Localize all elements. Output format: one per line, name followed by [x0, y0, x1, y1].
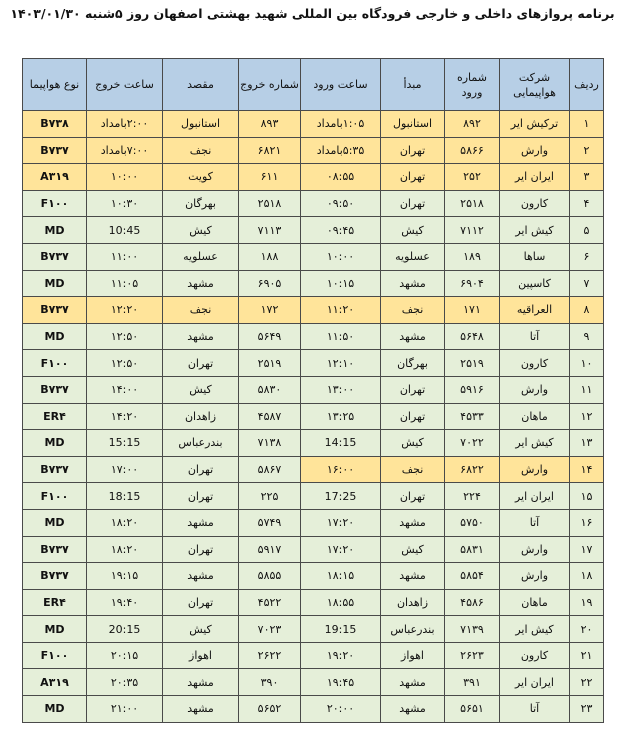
- col-header-arrival-time: ساعت ورود: [301, 59, 381, 111]
- cell-departure-no: ۷۱۱۳: [239, 217, 301, 244]
- cell-departure-time: ۱۲:۲۰: [87, 297, 163, 324]
- table-row: [23, 350, 604, 377]
- cell-departure-time: ۱۸:۲۰: [87, 536, 163, 563]
- table-row: [23, 483, 604, 510]
- cell-origin: تهران: [381, 164, 445, 191]
- cell-origin: کیش: [381, 217, 445, 244]
- cell-departure-no: ۴۵۸۷: [239, 403, 301, 430]
- cell-arrival-no: ۵۸۵۴: [445, 563, 500, 590]
- cell-departure-time: ۱۰:۳۰: [87, 190, 163, 217]
- cell-aircraft: B۷۳۷: [23, 536, 87, 563]
- cell-arrival-no: ۵۷۵۰: [445, 509, 500, 536]
- cell-destination: مشهد: [163, 696, 239, 723]
- cell-arrival-time: ۱۱:۵۰: [301, 323, 381, 350]
- cell-departure-time: ۱۹:۴۰: [87, 589, 163, 616]
- cell-row-no: ۵: [570, 217, 604, 244]
- cell-departure-no: ۶۸۲۱: [239, 137, 301, 164]
- cell-row-no: ۲: [570, 137, 604, 164]
- cell-arrival-no: ۶۸۲۲: [445, 456, 500, 483]
- cell-departure-no: ۵۶۴۹: [239, 323, 301, 350]
- cell-arrival-no: ۴۵۳۳: [445, 403, 500, 430]
- col-header-aircraft: نوع هواپیما: [23, 59, 87, 111]
- cell-arrival-no: ۲۶۲۳: [445, 642, 500, 669]
- cell-destination: تهران: [163, 350, 239, 377]
- cell-arrival-no: ۸۹۲: [445, 111, 500, 138]
- cell-aircraft: ER۴: [23, 589, 87, 616]
- cell-origin: استانبول: [381, 111, 445, 138]
- cell-departure-time: ۱۴:۰۰: [87, 376, 163, 403]
- cell-destination: اهواز: [163, 642, 239, 669]
- cell-arrival-time: ۱۰:۰۰: [301, 243, 381, 270]
- cell-departure-time: 10:45: [87, 217, 163, 244]
- cell-aircraft: A۳۱۹: [23, 164, 87, 191]
- table-row: [23, 164, 604, 191]
- cell-origin: تهران: [381, 376, 445, 403]
- cell-destination: زاهدان: [163, 403, 239, 430]
- cell-arrival-no: ۲۵۱۸: [445, 190, 500, 217]
- cell-aircraft: ER۴: [23, 403, 87, 430]
- cell-departure-no: ۵۹۱۷: [239, 536, 301, 563]
- cell-origin: کیش: [381, 536, 445, 563]
- cell-arrival-no: ۲۵۱۹: [445, 350, 500, 377]
- cell-airline: ایران ایر: [500, 483, 570, 510]
- table-row: [23, 536, 604, 563]
- cell-origin: عسلویه: [381, 243, 445, 270]
- cell-airline: وارش: [500, 536, 570, 563]
- cell-row-no: ۱: [570, 111, 604, 138]
- table-row: [23, 403, 604, 430]
- cell-arrival-no: ۵۹۱۶: [445, 376, 500, 403]
- cell-airline: کارون: [500, 642, 570, 669]
- table-row: [23, 323, 604, 350]
- cell-arrival-no: ۴۵۸۶: [445, 589, 500, 616]
- cell-departure-no: ۲۵۱۸: [239, 190, 301, 217]
- cell-arrival-time: ۰۹:۴۵: [301, 217, 381, 244]
- cell-departure-time: ۱۱:۰۵: [87, 270, 163, 297]
- cell-destination: نجف: [163, 137, 239, 164]
- cell-destination: کیش: [163, 217, 239, 244]
- cell-airline: کیش ایر: [500, 217, 570, 244]
- cell-aircraft: MD: [23, 323, 87, 350]
- cell-arrival-time: ۱۱:۲۰: [301, 297, 381, 324]
- cell-origin: مشهد: [381, 323, 445, 350]
- cell-origin: نجف: [381, 297, 445, 324]
- flight-schedule-table: [22, 58, 604, 723]
- cell-arrival-time: ۱۹:۲۰: [301, 642, 381, 669]
- cell-arrival-time: ۱۶:۰۰: [301, 456, 381, 483]
- table-row: [23, 430, 604, 457]
- table-row: [23, 217, 604, 244]
- cell-departure-no: ۸۹۳: [239, 111, 301, 138]
- cell-airline: ماهان: [500, 589, 570, 616]
- cell-departure-time: ۲۰:۱۵: [87, 642, 163, 669]
- cell-departure-time: ۱۰:۰۰: [87, 164, 163, 191]
- cell-departure-no: ۴۵۲۲: [239, 589, 301, 616]
- table-row: [23, 669, 604, 696]
- cell-row-no: ۱۸: [570, 563, 604, 590]
- table-row: [23, 642, 604, 669]
- cell-row-no: ۲۰: [570, 616, 604, 643]
- cell-origin: تهران: [381, 403, 445, 430]
- cell-row-no: ۸: [570, 297, 604, 324]
- col-header-arrival-no: شماره ورود: [445, 59, 500, 111]
- cell-row-no: ۱۶: [570, 509, 604, 536]
- cell-departure-no: ۷۰۲۳: [239, 616, 301, 643]
- cell-destination: کویت: [163, 164, 239, 191]
- cell-destination: تهران: [163, 589, 239, 616]
- cell-departure-no: ۲۵۱۹: [239, 350, 301, 377]
- cell-arrival-time: ۱۸:۵۵: [301, 589, 381, 616]
- cell-row-no: ۲۱: [570, 642, 604, 669]
- cell-arrival-time: ۱۳:۰۰: [301, 376, 381, 403]
- table-header-row: [23, 59, 604, 111]
- cell-arrival-no: ۵۸۳۱: [445, 536, 500, 563]
- cell-origin: مشهد: [381, 669, 445, 696]
- cell-departure-no: ۲۲۵: [239, 483, 301, 510]
- cell-origin: تهران: [381, 190, 445, 217]
- col-header-departure-no: شماره خروج: [239, 59, 301, 111]
- cell-airline: آتا: [500, 696, 570, 723]
- cell-origin: مشهد: [381, 509, 445, 536]
- cell-arrival-time: 17:25: [301, 483, 381, 510]
- cell-aircraft: MD: [23, 430, 87, 457]
- cell-arrival-time: ۱۹:۴۵: [301, 669, 381, 696]
- cell-arrival-no: ۷۱۳۹: [445, 616, 500, 643]
- cell-arrival-time: ۲۰:۰۰: [301, 696, 381, 723]
- cell-arrival-time: ۰۹:۵۰: [301, 190, 381, 217]
- table-row: [23, 243, 604, 270]
- cell-destination: مشهد: [163, 563, 239, 590]
- cell-airline: کیش ایر: [500, 430, 570, 457]
- cell-row-no: ۱۵: [570, 483, 604, 510]
- cell-aircraft: B۷۳۷: [23, 376, 87, 403]
- cell-aircraft: MD: [23, 616, 87, 643]
- cell-destination: نجف: [163, 297, 239, 324]
- cell-arrival-time: ۱۲:۱۰: [301, 350, 381, 377]
- cell-arrival-time: ۱۷:۲۰: [301, 509, 381, 536]
- cell-destination: مشهد: [163, 323, 239, 350]
- cell-destination: عسلویه: [163, 243, 239, 270]
- col-header-row-no: ردیف: [570, 59, 604, 111]
- table-row: [23, 589, 604, 616]
- cell-row-no: ۱۱: [570, 376, 604, 403]
- cell-row-no: ۶: [570, 243, 604, 270]
- cell-arrival-time: 19:15: [301, 616, 381, 643]
- cell-airline: آتا: [500, 323, 570, 350]
- cell-arrival-no: ۶۹۰۴: [445, 270, 500, 297]
- cell-departure-time: ۷:۰۰بامداد: [87, 137, 163, 164]
- cell-airline: وارش: [500, 376, 570, 403]
- cell-arrival-no: ۷۱۱۲: [445, 217, 500, 244]
- cell-destination: تهران: [163, 536, 239, 563]
- cell-departure-no: ۱۸۸: [239, 243, 301, 270]
- cell-airline: ماهان: [500, 403, 570, 430]
- cell-departure-time: ۱۴:۲۰: [87, 403, 163, 430]
- cell-destination: مشهد: [163, 270, 239, 297]
- cell-departure-no: ۶۱۱: [239, 164, 301, 191]
- cell-origin: کیش: [381, 430, 445, 457]
- table-row: [23, 190, 604, 217]
- cell-row-no: ۱۴: [570, 456, 604, 483]
- cell-aircraft: MD: [23, 696, 87, 723]
- cell-arrival-no: ۲۲۴: [445, 483, 500, 510]
- cell-arrival-time: ۱۳:۲۵: [301, 403, 381, 430]
- cell-departure-time: ۲۱:۰۰: [87, 696, 163, 723]
- cell-row-no: ۱۰: [570, 350, 604, 377]
- cell-airline: ساها: [500, 243, 570, 270]
- cell-departure-no: ۱۷۲: [239, 297, 301, 324]
- cell-aircraft: A۳۱۹: [23, 669, 87, 696]
- cell-airline: ترکیش ایر: [500, 111, 570, 138]
- col-header-airline: شرکت هواپیمایی: [500, 59, 570, 111]
- cell-airline: وارش: [500, 563, 570, 590]
- cell-aircraft: B۷۳۷: [23, 456, 87, 483]
- cell-origin: نجف: [381, 456, 445, 483]
- col-header-origin: مبدأ: [381, 59, 445, 111]
- cell-origin: مشهد: [381, 563, 445, 590]
- cell-airline: آتا: [500, 509, 570, 536]
- cell-airline: ایران ایر: [500, 164, 570, 191]
- cell-aircraft: MD: [23, 270, 87, 297]
- cell-departure-no: ۲۶۲۲: [239, 642, 301, 669]
- cell-departure-no: ۵۶۵۲: [239, 696, 301, 723]
- cell-row-no: ۳: [570, 164, 604, 191]
- cell-arrival-time: ۱۷:۲۰: [301, 536, 381, 563]
- cell-departure-time: ۲۰:۳۵: [87, 669, 163, 696]
- col-header-destination: مقصد: [163, 59, 239, 111]
- cell-destination: بندرعباس: [163, 430, 239, 457]
- cell-row-no: ۹: [570, 323, 604, 350]
- cell-arrival-time: ۱:۰۵بامداد: [301, 111, 381, 138]
- page-title: برنامه پروازهای داخلی و خارجی فرودگاه بین المللی شهید بهشتی اصفهان روز ۵شنبه ۱۴۰۳/۰۱/۳۰: [10, 6, 615, 21]
- cell-departure-no: ۵۸۳۰: [239, 376, 301, 403]
- cell-arrival-no: ۲۵۲: [445, 164, 500, 191]
- cell-arrival-time: ۰۸:۵۵: [301, 164, 381, 191]
- cell-destination: بهرگان: [163, 190, 239, 217]
- cell-aircraft: MD: [23, 509, 87, 536]
- cell-departure-no: ۵۸۵۵: [239, 563, 301, 590]
- cell-departure-no: ۵۷۴۹: [239, 509, 301, 536]
- cell-airline: کیش ایر: [500, 616, 570, 643]
- cell-aircraft: F۱۰۰: [23, 483, 87, 510]
- cell-row-no: ۴: [570, 190, 604, 217]
- cell-aircraft: B۷۳۷: [23, 297, 87, 324]
- cell-destination: استانبول: [163, 111, 239, 138]
- cell-arrival-no: ۵۶۵۱: [445, 696, 500, 723]
- cell-airline: کارون: [500, 190, 570, 217]
- cell-destination: تهران: [163, 456, 239, 483]
- cell-arrival-time: ۵:۳۵بامداد: [301, 137, 381, 164]
- col-header-departure-time: ساعت خروج: [87, 59, 163, 111]
- cell-arrival-no: ۱۸۹: [445, 243, 500, 270]
- cell-departure-no: ۶۹۰۵: [239, 270, 301, 297]
- cell-aircraft: B۷۳۷: [23, 563, 87, 590]
- cell-arrival-no: ۳۹۱: [445, 669, 500, 696]
- cell-destination: کیش: [163, 376, 239, 403]
- cell-aircraft: F۱۰۰: [23, 350, 87, 377]
- cell-destination: مشهد: [163, 509, 239, 536]
- cell-row-no: ۷: [570, 270, 604, 297]
- cell-airline: وارش: [500, 137, 570, 164]
- cell-departure-time: ۱۲:۵۰: [87, 350, 163, 377]
- cell-origin: بندرعباس: [381, 616, 445, 643]
- table-row: [23, 111, 604, 138]
- table-row: [23, 270, 604, 297]
- cell-origin: تهران: [381, 483, 445, 510]
- cell-airline: کاسپین: [500, 270, 570, 297]
- cell-origin: زاهدان: [381, 589, 445, 616]
- table-row: [23, 297, 604, 324]
- cell-row-no: ۱۳: [570, 430, 604, 457]
- cell-departure-time: 18:15: [87, 483, 163, 510]
- cell-departure-no: ۵۸۶۷: [239, 456, 301, 483]
- table-row: [23, 137, 604, 164]
- cell-departure-time: 20:15: [87, 616, 163, 643]
- cell-departure-time: ۱۱:۰۰: [87, 243, 163, 270]
- cell-row-no: ۱۷: [570, 536, 604, 563]
- table-row: [23, 563, 604, 590]
- cell-departure-time: ۲:۰۰بامداد: [87, 111, 163, 138]
- table-row: [23, 696, 604, 723]
- cell-origin: مشهد: [381, 270, 445, 297]
- cell-airline: العراقیه: [500, 297, 570, 324]
- table-row: [23, 509, 604, 536]
- cell-airline: کارون: [500, 350, 570, 377]
- cell-aircraft: F۱۰۰: [23, 190, 87, 217]
- cell-departure-time: 15:15: [87, 430, 163, 457]
- cell-destination: کیش: [163, 616, 239, 643]
- cell-row-no: ۱۲: [570, 403, 604, 430]
- table-row: [23, 376, 604, 403]
- cell-aircraft: MD: [23, 217, 87, 244]
- cell-aircraft: B۷۳۸: [23, 111, 87, 138]
- cell-departure-time: ۱۲:۵۰: [87, 323, 163, 350]
- cell-destination: مشهد: [163, 669, 239, 696]
- cell-origin: مشهد: [381, 696, 445, 723]
- cell-departure-time: ۱۸:۲۰: [87, 509, 163, 536]
- cell-departure-time: ۱۹:۱۵: [87, 563, 163, 590]
- cell-row-no: ۲۲: [570, 669, 604, 696]
- cell-origin: اهواز: [381, 642, 445, 669]
- cell-airline: وارش: [500, 456, 570, 483]
- cell-departure-time: ۱۷:۰۰: [87, 456, 163, 483]
- cell-origin: تهران: [381, 137, 445, 164]
- cell-aircraft: B۷۳۷: [23, 137, 87, 164]
- cell-row-no: ۱۹: [570, 589, 604, 616]
- cell-row-no: ۲۳: [570, 696, 604, 723]
- cell-arrival-time: ۱۰:۱۵: [301, 270, 381, 297]
- cell-arrival-time: 14:15: [301, 430, 381, 457]
- cell-arrival-no: ۱۷۱: [445, 297, 500, 324]
- cell-departure-no: ۷۱۳۸: [239, 430, 301, 457]
- table-row: [23, 456, 604, 483]
- cell-destination: تهران: [163, 483, 239, 510]
- cell-arrival-time: ۱۸:۱۵: [301, 563, 381, 590]
- cell-airline: ایران ایر: [500, 669, 570, 696]
- cell-arrival-no: ۵۶۴۸: [445, 323, 500, 350]
- cell-aircraft: B۷۳۷: [23, 243, 87, 270]
- cell-origin: بهرگان: [381, 350, 445, 377]
- cell-departure-no: ۳۹۰: [239, 669, 301, 696]
- cell-arrival-no: ۵۸۶۶: [445, 137, 500, 164]
- table-row: [23, 616, 604, 643]
- cell-arrival-no: ۷۰۲۲: [445, 430, 500, 457]
- cell-aircraft: F۱۰۰: [23, 642, 87, 669]
